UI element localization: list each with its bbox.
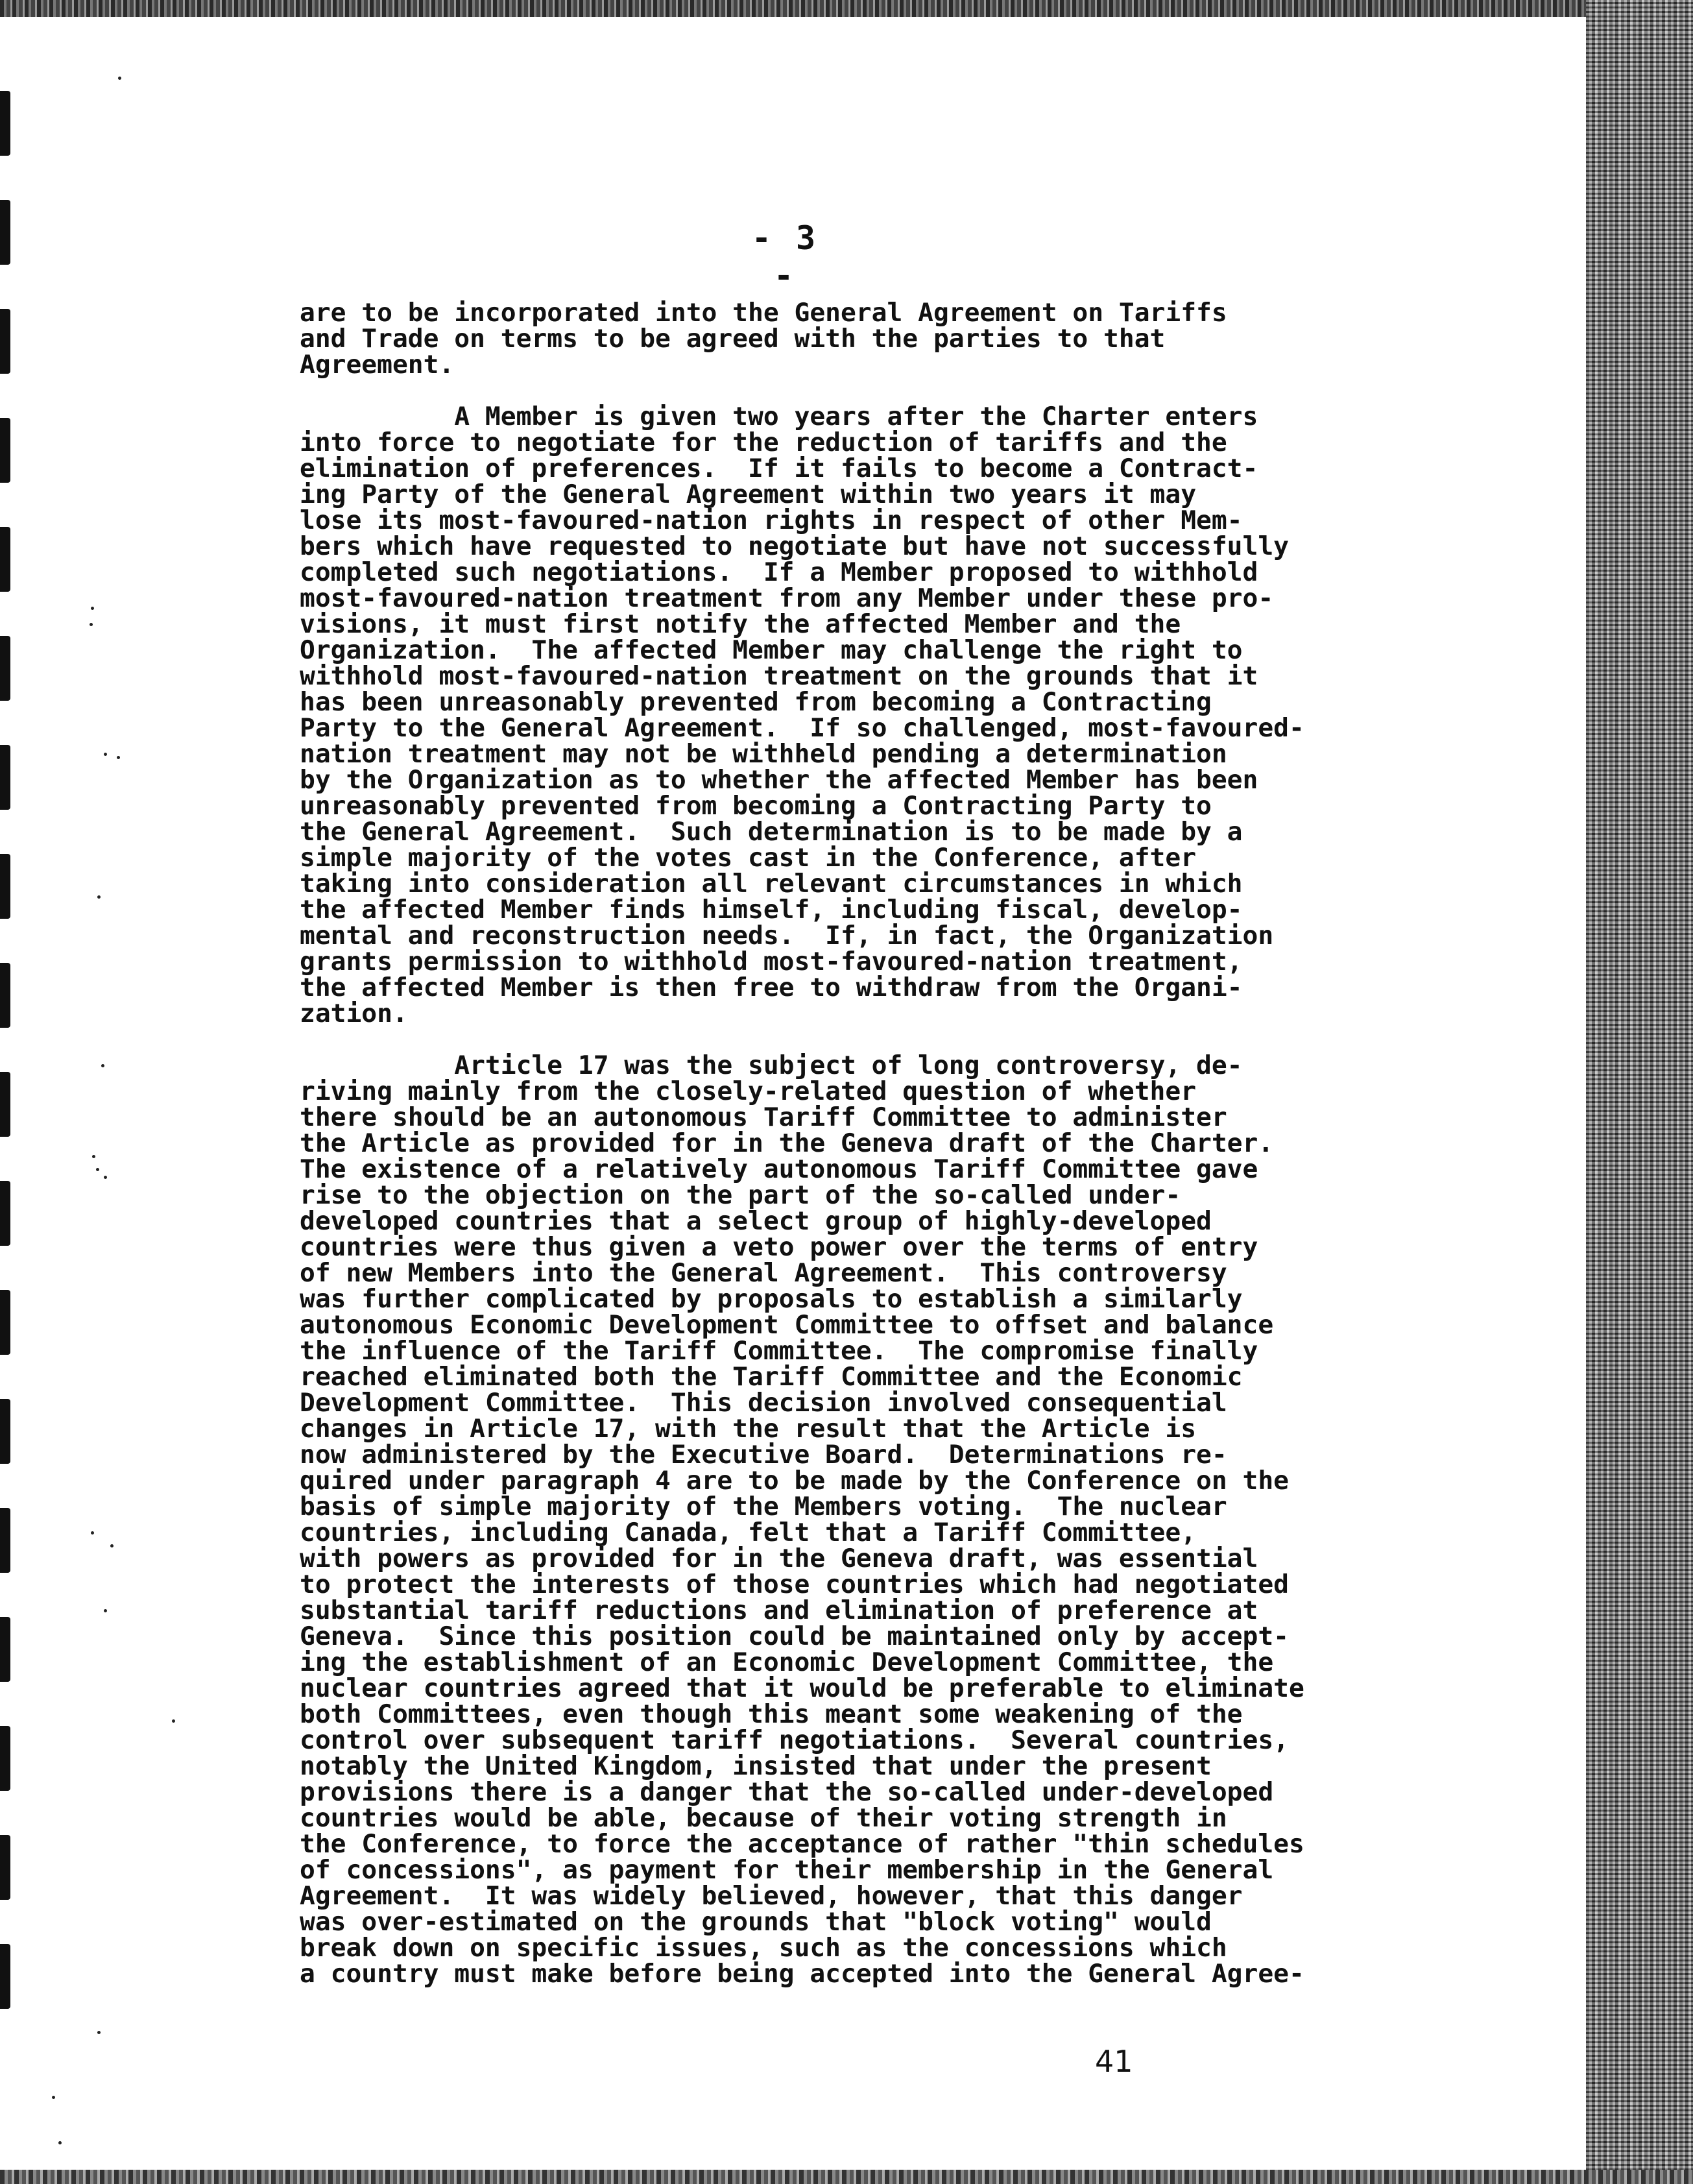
text-line: The existence of a relatively autonomous Tariff Committee gave — [300, 1154, 1258, 1184]
text-line: was over-estimated on the grounds that "block voting" would — [300, 1907, 1212, 1937]
text-line: substantial tariff reductions and elimination of preference at — [300, 1596, 1258, 1625]
text-line: both Committees, even though this meant some weakening of the — [300, 1699, 1243, 1729]
text-line: autonomous Economic Development Committee to offset and balance — [300, 1310, 1274, 1340]
text-line: countries would be able, because of their voting strength in — [300, 1803, 1227, 1833]
text-line: ing the establishment of an Economic Development Committee, the — [300, 1647, 1274, 1677]
page-number: - 3 - — [751, 219, 819, 295]
scan-specks — [78, 0, 130, 2184]
text-line: has been unreasonably prevented from becoming a Contracting — [300, 687, 1212, 717]
text-line: basis of simple majority of the Members voting. The nuclear — [300, 1492, 1227, 1522]
scan-edge-top — [0, 0, 1693, 17]
paragraph — [300, 1052, 1351, 1987]
text-line: the Article as provided for in the Geneva draft of the Charter. — [300, 1128, 1274, 1158]
paragraph — [300, 404, 1351, 1026]
text-line: Party to the General Agreement. If so challenged, most-favoured- — [300, 713, 1304, 743]
paragraph — [300, 300, 1351, 378]
text-line: Geneva. Since this position could be maintained only by accept- — [300, 1621, 1289, 1651]
text-line: withhold most-favoured-nation treatment on the grounds that it — [300, 661, 1258, 691]
text-line: quired under paragraph 4 are to be made by the Conference on the — [300, 1466, 1289, 1496]
text-line: control over subsequent tariff negotiations. Several countries, — [300, 1725, 1289, 1755]
text-line: Development Committee. This decision involved consequential — [300, 1388, 1227, 1418]
document-body — [300, 300, 1351, 2013]
text-line: elimination of preferences. If it fails to become a Contract- — [300, 454, 1258, 483]
text-line: break down on specific issues, such as the concessions which — [300, 1933, 1227, 1963]
text-line: now administered by the Executive Board. Determinations re- — [300, 1440, 1227, 1470]
text-line: nuclear countries agreed that it would be preferable to eliminate — [300, 1673, 1304, 1703]
text-line: provisions there is a danger that the so-called under-developed — [300, 1777, 1274, 1807]
text-line: Agreement. It was widely believed, however, that this danger — [300, 1881, 1243, 1911]
text-line: developed countries that a select group of highly-developed — [300, 1206, 1212, 1236]
text-line: unreasonably prevented from becoming a Contracting Party to — [300, 791, 1212, 821]
text-line: visions, it must first notify the affected Member and the — [300, 609, 1181, 639]
text-line: most-favoured-nation treatment from any Member under these pro- — [300, 583, 1274, 613]
text-line: the General Agreement. Such determination is to be made by a — [300, 817, 1243, 847]
text-line: A Member is given two years after the Charter enters — [300, 402, 1258, 431]
scan-edge-right — [1586, 0, 1693, 2184]
text-line: of concessions", as payment for their membership in the General — [300, 1855, 1274, 1885]
text-line: was further complicated by proposals to establish a similarly — [300, 1284, 1243, 1314]
text-line: taking into consideration all relevant circumstances in which — [300, 869, 1243, 899]
scan-edge-bottom — [0, 2170, 1693, 2184]
text-line: nation treatment may not be withheld pending a determination — [300, 739, 1227, 769]
text-line: changes in Article 17, with the result that the Article is — [300, 1414, 1197, 1444]
text-line: bers which have requested to negotiate but have not successfully — [300, 531, 1289, 561]
text-line: riving mainly from the closely-related question of whether — [300, 1076, 1197, 1106]
text-line: Article 17 was the subject of long controversy, de- — [300, 1050, 1243, 1080]
text-line: reached eliminated both the Tariff Committee and the Economic — [300, 1362, 1243, 1392]
text-line: grants permission to withhold most-favoured-nation treatment, — [300, 947, 1243, 977]
text-line: ing Party of the General Agreement within two years it may — [300, 479, 1197, 509]
text-line: there should be an autonomous Tariff Committee to administer — [300, 1102, 1227, 1132]
text-line: simple majority of the votes cast in the Conference, after — [300, 843, 1197, 873]
text-line: are to be incorporated into the General Agreement on Tariffs — [300, 298, 1227, 328]
text-line: countries, including Canada, felt that a Tariff Committee, — [300, 1518, 1197, 1547]
text-line: the affected Member finds himself, including fiscal, develop- — [300, 895, 1243, 925]
text-line: the affected Member is then free to withdraw from the Organi- — [300, 973, 1243, 1002]
text-line: rise to the objection on the part of the so-called under- — [300, 1180, 1181, 1210]
text-line: with powers as provided for in the Geneva draft, was essential — [300, 1544, 1258, 1573]
text-line: into force to negotiate for the reduction of tariffs and the — [300, 428, 1227, 457]
binder-hole-marks — [0, 91, 13, 2135]
text-line: lose its most-favoured-nation rights in respect of other Mem- — [300, 505, 1243, 535]
text-line: mental and reconstruction needs. If, in fact, the Organization — [300, 921, 1274, 951]
text-line: to protect the interests of those countries which had negotiated — [300, 1570, 1289, 1599]
text-line: and Trade on terms to be agreed with the parties to that — [300, 324, 1166, 354]
text-line: zation. — [300, 999, 408, 1028]
text-line: Organization. The affected Member may challenge the right to — [300, 635, 1243, 665]
text-line: the Conference, to force the acceptance of rather "thin schedules — [300, 1829, 1304, 1859]
text-line: countries were thus given a veto power over the terms of entry — [300, 1232, 1258, 1262]
text-line: notably the United Kingdom, insisted that under the present — [300, 1751, 1212, 1781]
folio-number: 41 — [1095, 2044, 1133, 2079]
text-line: a country must make before being accepted into the General Agree- — [300, 1959, 1304, 1989]
text-line: completed such negotiations. If a Member proposed to withhold — [300, 557, 1258, 587]
text-line: Agreement. — [300, 350, 455, 380]
text-line: of new Members into the General Agreement. This controversy — [300, 1258, 1227, 1288]
text-line: the influence of the Tariff Committee. The compromise finally — [300, 1336, 1258, 1366]
text-line: by the Organization as to whether the affected Member has been — [300, 765, 1258, 795]
